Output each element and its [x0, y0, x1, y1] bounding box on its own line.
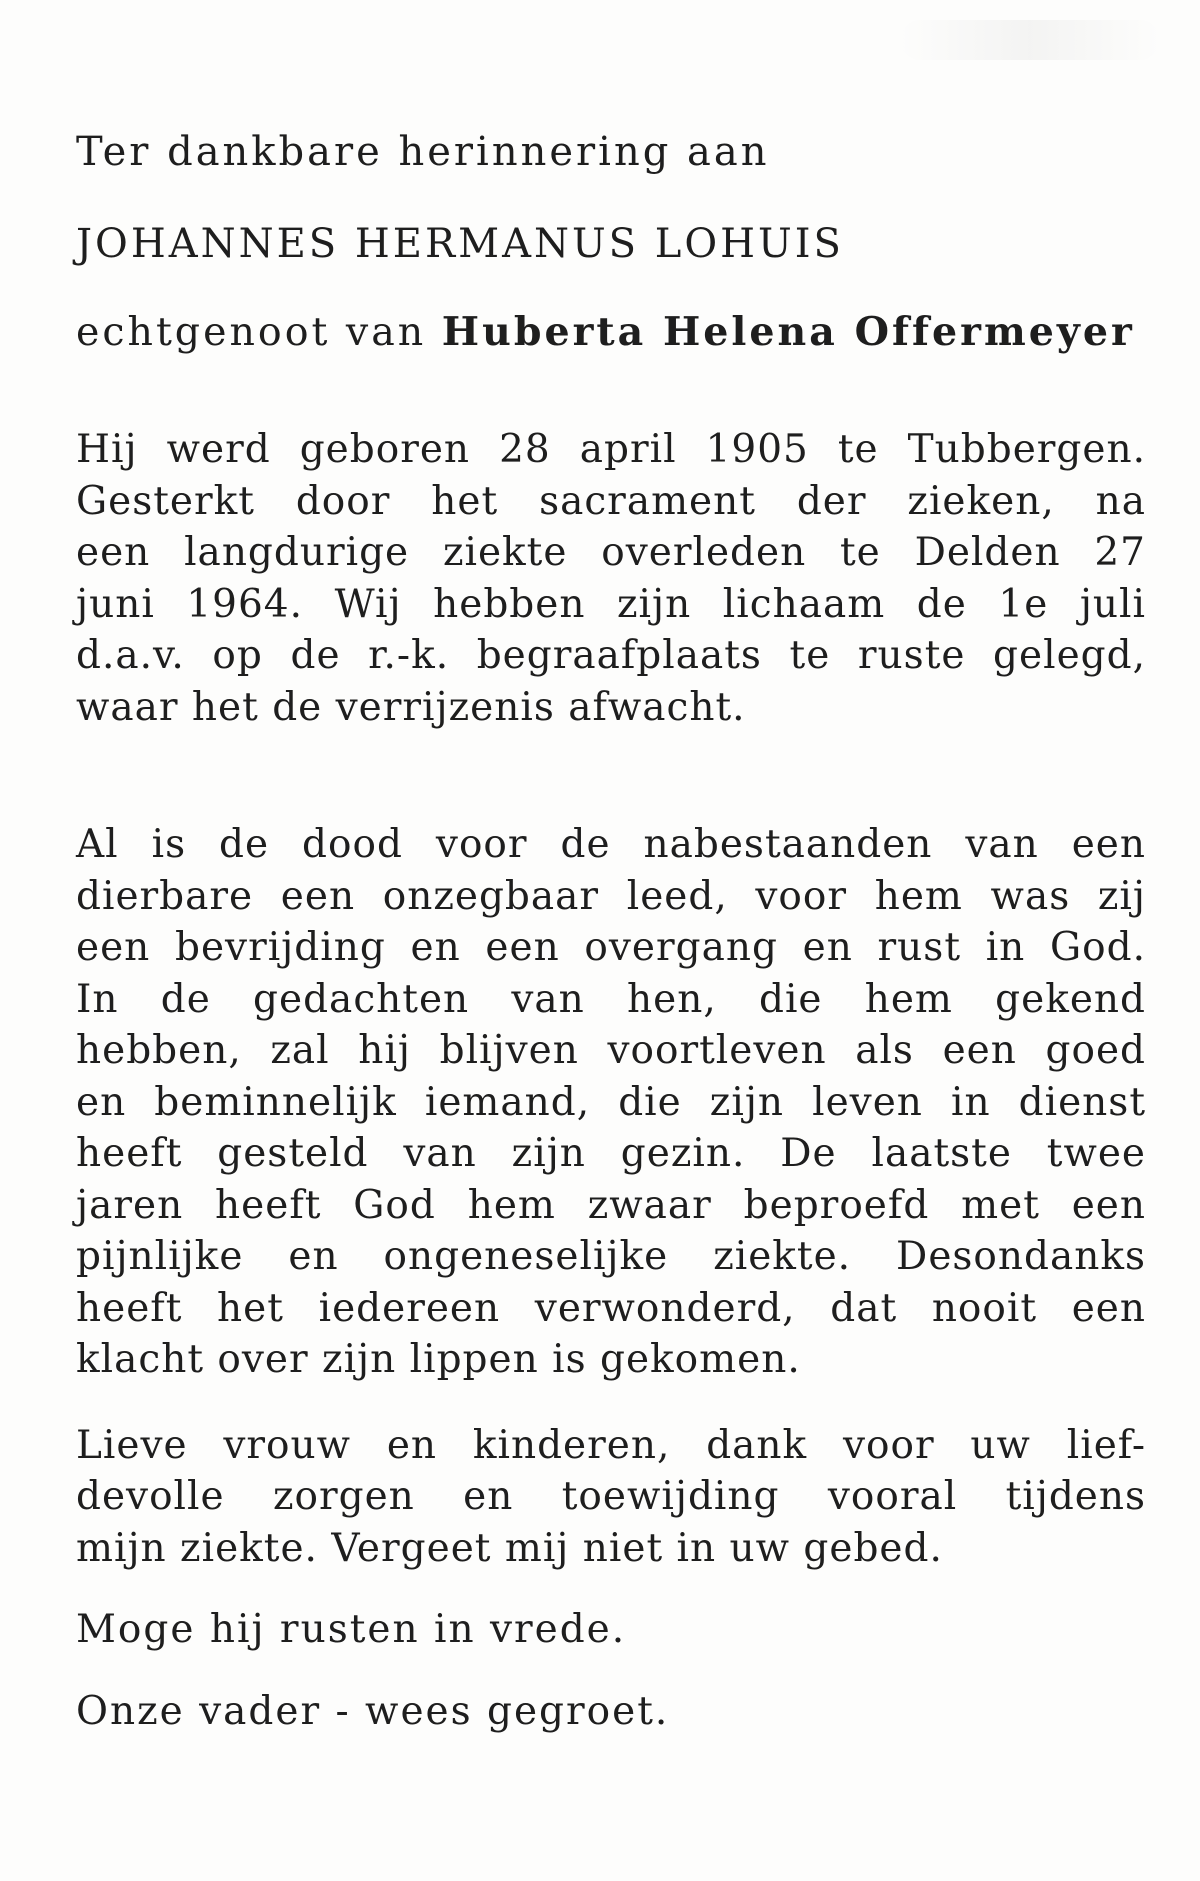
tribute-line: hebben, zal hij blijven voortleven als een goed	[76, 1028, 1146, 1073]
farewell-line: devolle zorgen en toewijding vooral tijdens	[76, 1474, 1146, 1519]
biography-line: Hij werd geboren 28 april 1905 te Tubbergen.	[76, 427, 1146, 472]
paper-smudge	[900, 20, 1160, 60]
tribute-line: pijnlijke en ongeneselijke ziekte. Desondanks	[76, 1234, 1146, 1279]
spouse-name: Huberta Helena Offermeyer	[441, 309, 1135, 355]
tribute-line: en beminnelijk iemand, die zijn leven in dienst	[76, 1079, 1146, 1125]
prayer-line: Onze vader - wees gegroet.	[76, 1688, 670, 1734]
deceased-name: JOHANNES HERMANUS LOHUIS	[76, 221, 844, 267]
tribute-line: Al is de dood voor de nabestaanden van een	[76, 822, 1146, 867]
biography-line: waar het de verrijzenis afwacht.	[76, 684, 746, 730]
biography-paragraph	[76, 424, 1146, 733]
biography-line: d.a.v. op de r.-k. begraafplaats te ruste gelegd,	[76, 633, 1146, 678]
intro-line: Ter dankbare herinnering aan	[76, 129, 770, 175]
tribute-line: jaren heeft God hem zwaar beproefd met een	[76, 1182, 1146, 1228]
farewell-line: mijn ziekte. Vergeet mij niet in uw gebed.	[76, 1525, 943, 1571]
farewell-paragraph	[76, 1420, 1146, 1575]
spouse-prefix: echtgenoot van	[76, 309, 427, 355]
tribute-line: dierbare een onzegbaar leed, voor hem was zij	[76, 873, 1146, 919]
farewell-line: Lieve vrouw en kinderen, dank voor uw lief-	[76, 1422, 1146, 1468]
tribute-line: klacht over zijn lippen is gekomen.	[76, 1337, 801, 1382]
biography-line: juni 1964. Wij hebben zijn lichaam de 1e juli	[76, 581, 1146, 627]
biography-line: een langdurige ziekte overleden te Delden 27	[76, 530, 1146, 575]
card-content	[76, 128, 1146, 1737]
tribute-paragraph	[76, 819, 1146, 1386]
tribute-line: heeft gesteld van zijn gezin. De laatste twee	[76, 1131, 1146, 1176]
spouse-line	[76, 308, 1146, 356]
tribute-line: In de gedachten van hen, die hem gekend	[76, 976, 1146, 1022]
tribute-line: heeft het iedereen verwonderd, dat nooit een	[76, 1285, 1146, 1331]
rest-in-peace-line: Moge hij rusten in vrede.	[76, 1607, 627, 1652]
tribute-line: een bevrijding en een overgang en rust in God.	[76, 925, 1146, 970]
biography-line: Gesterkt door het sacrament der zieken, na	[76, 478, 1146, 524]
